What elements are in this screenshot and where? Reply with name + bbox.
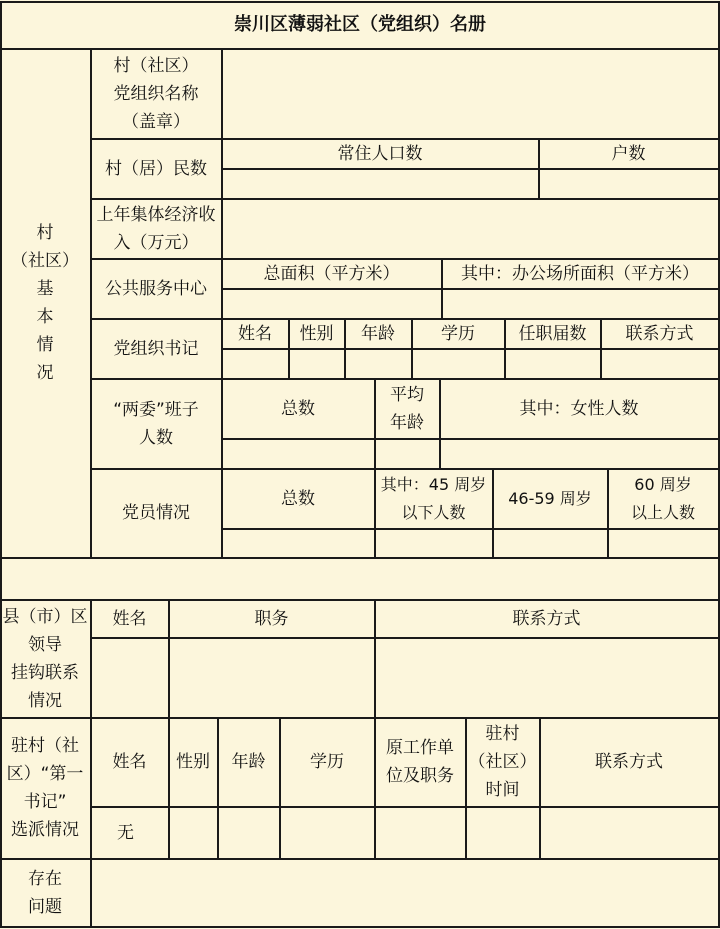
secretary-label: 党组织书记 — [113, 338, 199, 359]
secretary-col-age: 年龄 — [361, 323, 395, 344]
grid-line — [0, 926, 720, 928]
office-area-field[interactable] — [442, 289, 718, 318]
grid-line — [221, 348, 720, 350]
members-46-59-header: 46-59 周岁 — [508, 488, 592, 508]
members-total-header: 总数 — [281, 488, 315, 509]
secretary-col-terms: 任职届数 — [518, 323, 587, 344]
office-area-header: 其中：办公场所面积（平方米） — [461, 263, 699, 284]
secretary-col-name: 姓名 — [238, 323, 272, 344]
fs-col-age: 年龄 — [231, 752, 266, 772]
total-area-field[interactable] — [222, 289, 441, 318]
fs-name-value: 无 — [117, 822, 134, 843]
grid-line — [221, 528, 720, 530]
county-leader-label: 县（市）区 领导 挂钩联系 情况 — [2, 606, 88, 711]
basic-section-label: 村 （社区） 基 本 情 况 — [11, 223, 79, 383]
population-field[interactable] — [222, 169, 538, 198]
fs-col-education: 学历 — [310, 752, 344, 772]
secretary-col-gender: 性别 — [299, 323, 334, 344]
fs-col-contact: 联系方式 — [595, 752, 663, 772]
issues-label: 存在 问题 — [28, 868, 62, 917]
grid-line — [0, 557, 720, 559]
members-label: 党员情况 — [122, 503, 190, 523]
committees-total-header: 总数 — [281, 398, 315, 419]
fs-col-gender: 性别 — [176, 752, 210, 772]
collective-income-label: 上年集体经济收 入（万元） — [96, 204, 216, 253]
first-secretary-label: 驻村（社 区）“第一 书记” 选派情况 — [6, 736, 84, 840]
total-area-header: 总面积（平方米） — [263, 263, 400, 284]
committees-female-header: 其中：女性人数 — [519, 398, 639, 419]
secretary-col-contact: 联系方式 — [625, 323, 694, 344]
members-under45-header: 其中：45 周岁 以下人数 — [380, 474, 487, 522]
households-header: 户数 — [611, 143, 646, 164]
grid-line — [90, 806, 720, 808]
fs-col-work-unit: 原工作单 位及职务 — [386, 738, 454, 786]
committees-avg-age-header: 平均 年龄 — [390, 384, 424, 433]
fs-col-name: 姓名 — [112, 752, 147, 772]
county-col-position: 职务 — [254, 608, 289, 629]
households-field[interactable] — [539, 169, 718, 198]
secretary-col-education: 学历 — [441, 323, 475, 344]
grid-line — [718, 1, 720, 928]
grid-line — [221, 438, 720, 440]
county-col-contact: 联系方式 — [512, 608, 581, 629]
service-center-label: 公共服务中心 — [105, 278, 207, 299]
collective-income-field[interactable] — [222, 199, 718, 258]
party-org-name-label: 村（社区） 党组织名称 （盖章） — [113, 55, 199, 132]
population-header: 常住人口数 — [337, 143, 423, 164]
committees-label: “两委”班子 人数 — [113, 399, 199, 448]
members-over60-header: 60 周岁 以上人数 — [630, 474, 695, 522]
residents-label: 村（居）民数 — [105, 158, 207, 179]
fs-col-stay-time: 驻村 （社区） 时间 — [468, 724, 537, 800]
grid-line — [90, 637, 720, 639]
issues-field[interactable] — [91, 859, 718, 926]
page-title: 崇川区薄弱社区（党组织）名册 — [234, 14, 486, 35]
party-org-name-field[interactable] — [222, 49, 718, 138]
county-col-name: 姓名 — [112, 608, 147, 629]
